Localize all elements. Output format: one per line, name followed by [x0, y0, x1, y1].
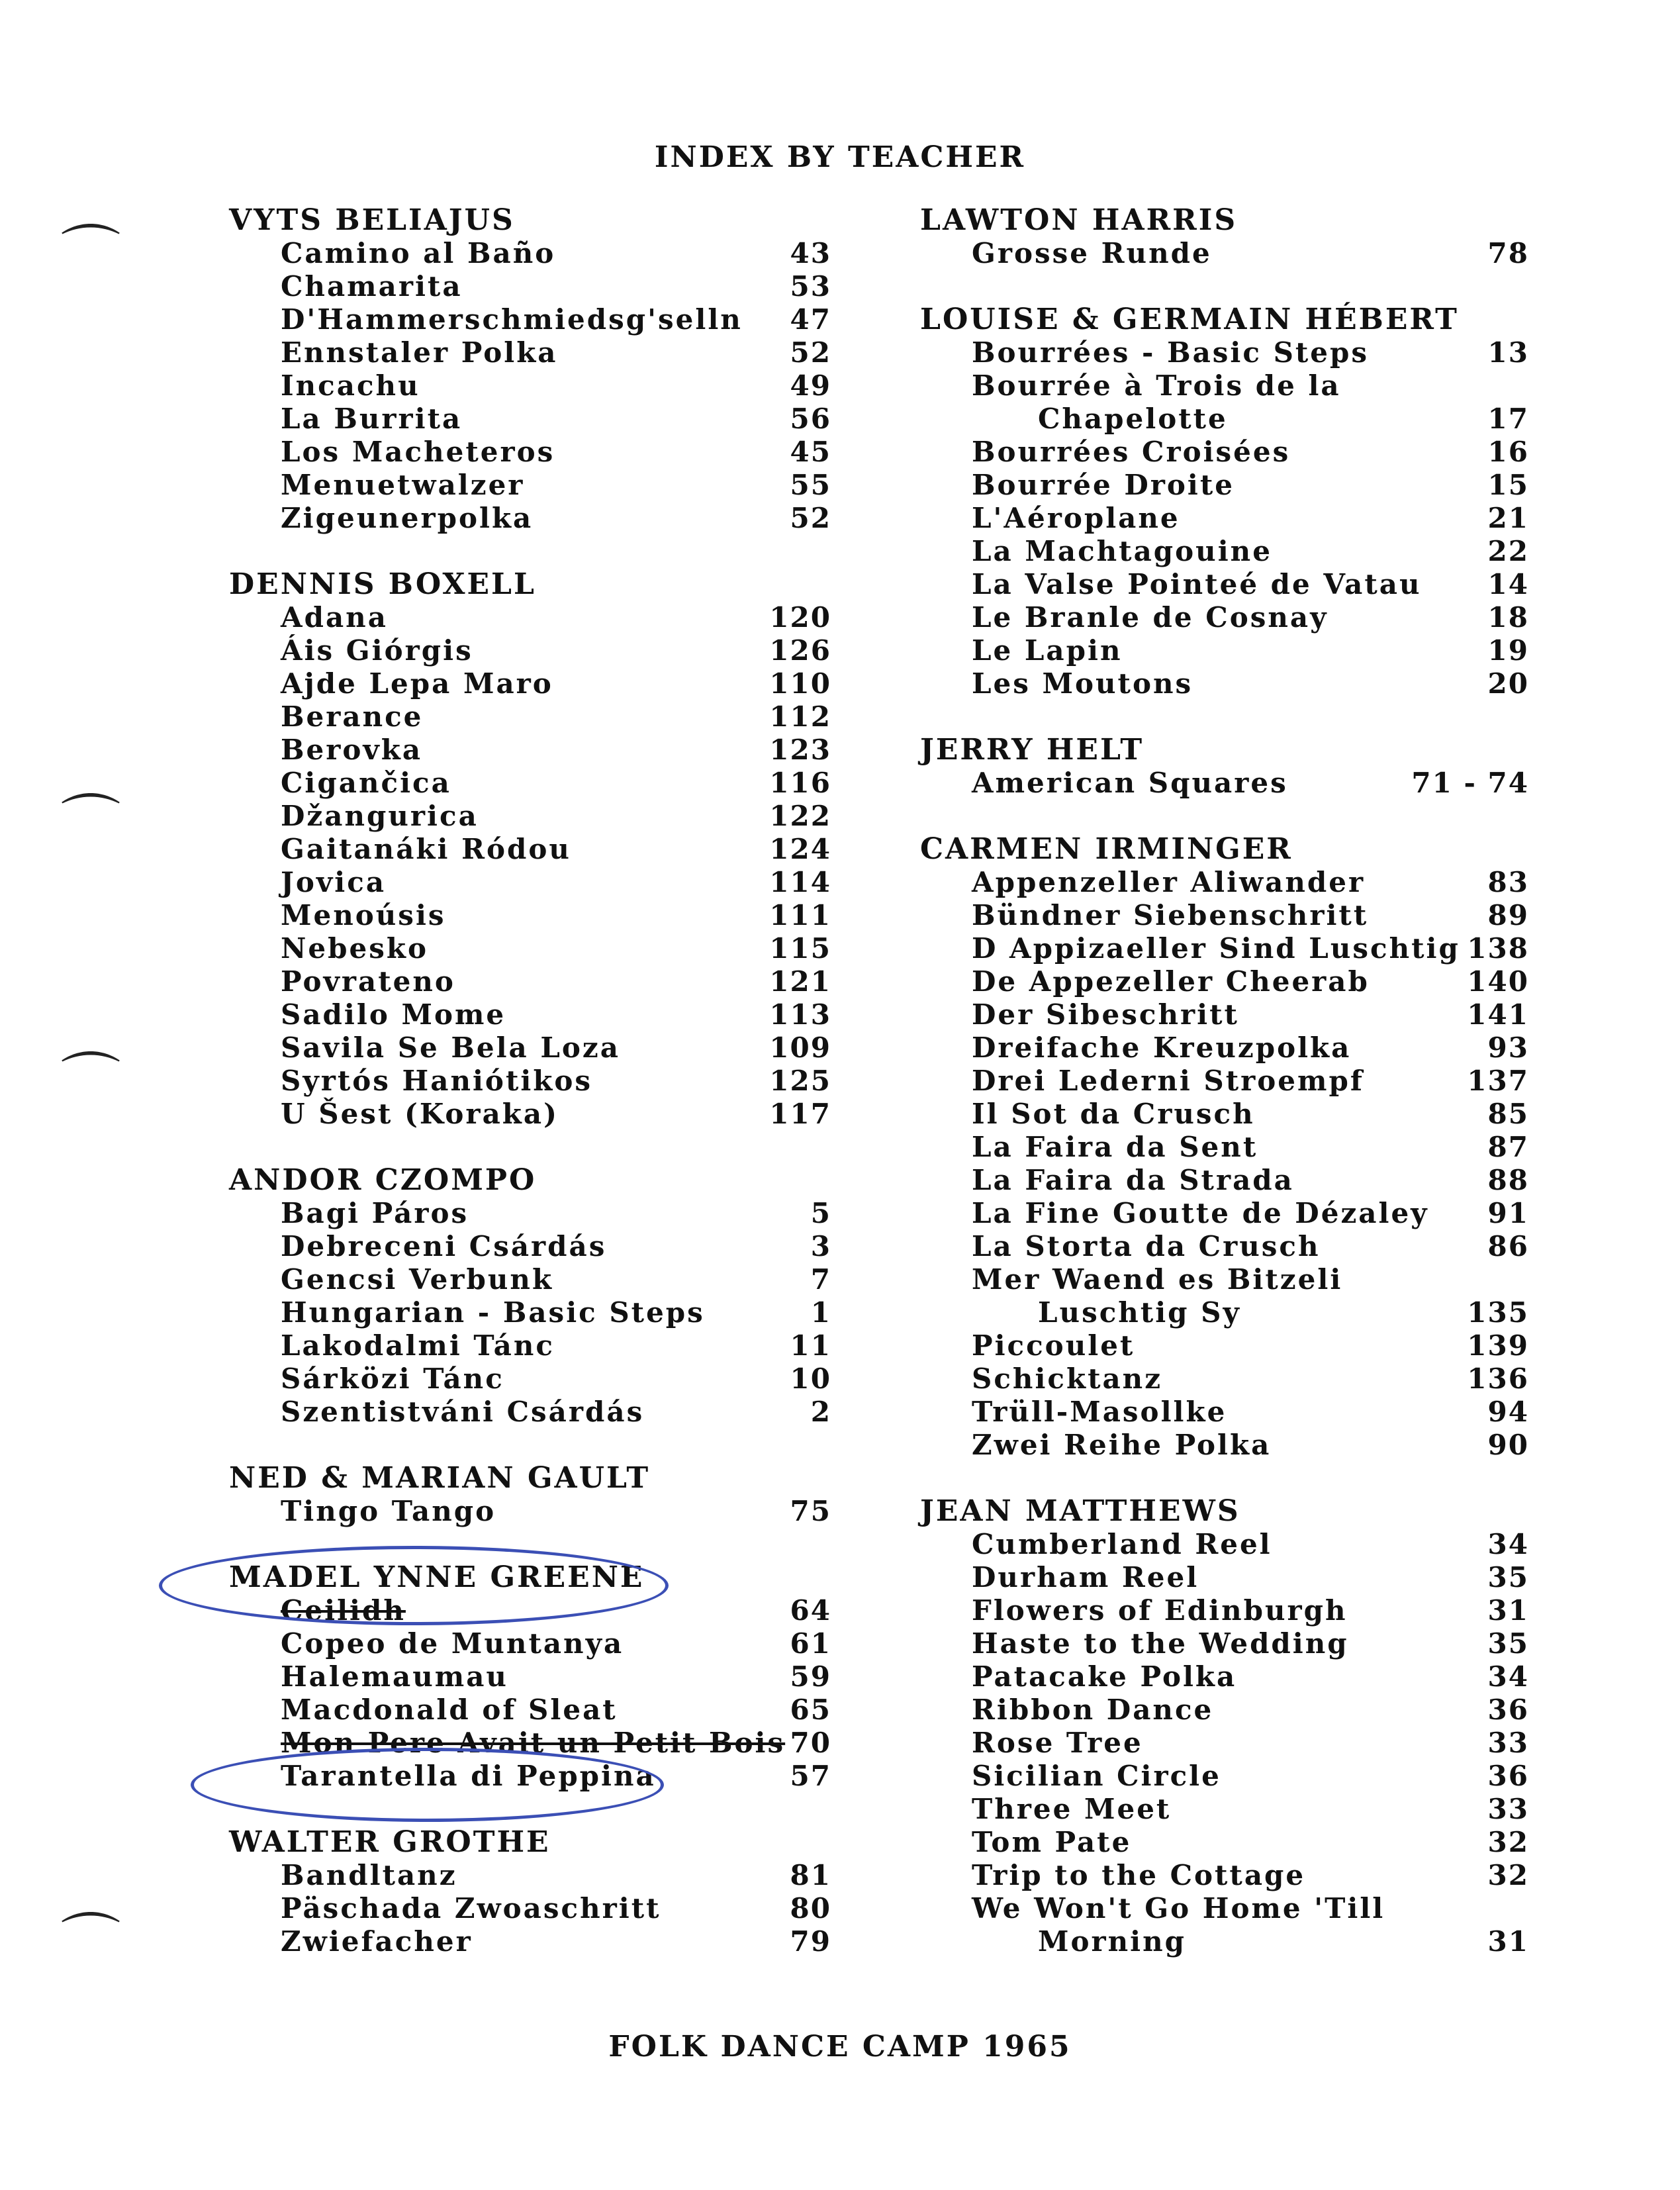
page-number: 16 — [1487, 436, 1529, 468]
page-number: 7 — [810, 1263, 831, 1296]
dance-title: Macdonald of Sleat — [281, 1693, 618, 1726]
dance-title: Povrateno — [281, 965, 455, 998]
dance-entry — [920, 1660, 1529, 1693]
dance-entry — [229, 866, 831, 899]
dance-title: Ceilidh — [281, 1594, 406, 1627]
page-number: 122 — [769, 800, 831, 832]
dance-title-continued: Chapelotte — [1038, 403, 1228, 435]
dance-title: Syrtós Haniótikos — [281, 1065, 593, 1097]
dance-entry — [229, 1396, 831, 1429]
dance-title: Menuetwalzer — [281, 469, 525, 501]
dance-entry — [229, 403, 831, 436]
teacher-section — [229, 204, 831, 535]
binder-hole-mark-icon: ⌒ — [61, 1907, 120, 1977]
page-number: 52 — [790, 336, 831, 369]
dance-entry — [229, 1627, 831, 1660]
page-number: 110 — [769, 667, 831, 700]
dance-entry — [229, 1495, 831, 1528]
page-number: 65 — [790, 1693, 831, 1726]
page-number: 35 — [1487, 1561, 1529, 1594]
teacher-section — [920, 833, 1529, 1462]
dance-title: Tarantella di Peppina — [281, 1760, 656, 1792]
page-number: 18 — [1487, 601, 1529, 634]
page-number: 55 — [790, 469, 831, 501]
page-number: 34 — [1487, 1528, 1529, 1560]
dance-entry — [229, 1892, 831, 1925]
page-number: 87 — [1487, 1131, 1529, 1163]
page-number: 13 — [1487, 336, 1529, 369]
dance-title: Ajde Lepa Maro — [281, 667, 553, 700]
dance-entry — [229, 1263, 831, 1296]
dance-entry — [229, 601, 831, 634]
page-number: 53 — [790, 270, 831, 303]
dance-title: Dreifache Kreuzpolka — [972, 1031, 1352, 1064]
binder-hole-mark-icon: ⌒ — [61, 1047, 120, 1116]
dance-entry — [920, 1429, 1529, 1462]
dance-entry — [920, 237, 1529, 270]
dance-title: Der Sibeschritt — [972, 998, 1239, 1031]
dance-entry — [229, 336, 831, 369]
dance-entry — [229, 965, 831, 998]
dance-title: Camino al Baño — [281, 237, 556, 269]
dance-title: Berovka — [281, 734, 423, 766]
page-number: 21 — [1487, 502, 1529, 534]
dance-title: Menoúsis — [281, 899, 446, 931]
dance-title: La Burrita — [281, 403, 463, 435]
dance-title: Haste to the Wedding — [972, 1627, 1349, 1660]
dance-entry — [920, 1693, 1529, 1727]
dance-entry — [920, 899, 1529, 932]
page-number: 139 — [1467, 1329, 1529, 1362]
dance-entry — [229, 998, 831, 1031]
dance-entry — [229, 1230, 831, 1263]
teacher-name: DENNIS BOXELL — [229, 567, 536, 601]
annotation-circle-tarantella — [191, 1748, 664, 1822]
teacher-name: ANDOR CZOMPO — [229, 1163, 537, 1197]
page-number: 61 — [790, 1627, 831, 1660]
dance-title: Zigeunerpolka — [281, 502, 534, 534]
page-number: 15 — [1487, 469, 1529, 501]
dance-title: Il Sot da Crusch — [972, 1098, 1255, 1130]
dance-entry — [920, 601, 1529, 634]
dance-title-continued: Morning — [1038, 1925, 1187, 1958]
dance-title: Three Meet — [972, 1793, 1172, 1825]
page-number: 83 — [1487, 866, 1529, 898]
dance-title: Rose Tree — [972, 1727, 1143, 1759]
dance-entry — [920, 1131, 1529, 1164]
page-number: 36 — [1487, 1693, 1529, 1726]
dance-entry — [229, 1362, 831, 1396]
dance-title: Piccoulet — [972, 1329, 1135, 1362]
dance-entry — [920, 1859, 1529, 1892]
dance-title: Ribbon Dance — [972, 1693, 1214, 1726]
dance-title: Cigančica — [281, 767, 451, 799]
dance-entry — [920, 1329, 1529, 1362]
page-number: 120 — [769, 601, 831, 634]
annotation-circle-greene — [159, 1546, 669, 1625]
page-number: 79 — [790, 1925, 831, 1958]
page-number: 109 — [769, 1031, 831, 1064]
page-number: 85 — [1487, 1098, 1529, 1130]
dance-entry — [920, 1727, 1529, 1760]
dance-entry — [920, 1362, 1529, 1396]
page-number: 80 — [790, 1892, 831, 1925]
dance-entry — [920, 1793, 1529, 1826]
binder-hole-mark-icon: ⌒ — [61, 788, 120, 858]
left-column — [229, 204, 831, 1991]
page-number: 91 — [1487, 1197, 1529, 1229]
dance-entry — [920, 1627, 1529, 1660]
dance-entry — [920, 1065, 1529, 1098]
page-number: 57 — [790, 1760, 831, 1792]
dance-title: Sicilian Circle — [972, 1760, 1221, 1792]
dance-title: Bagi Páros — [281, 1197, 469, 1229]
dance-title: U Šest (Koraka) — [281, 1098, 559, 1130]
page-number: 71 - 74 — [1411, 767, 1529, 799]
teacher-section — [920, 204, 1529, 270]
page-number: 49 — [790, 369, 831, 402]
dance-title: D'Hammerschmiedsg'selln — [281, 303, 743, 336]
page-number: 90 — [1487, 1429, 1529, 1461]
page-number: 116 — [769, 767, 831, 799]
dance-title: Bündner Siebenschritt — [972, 899, 1369, 931]
teacher-section — [229, 1462, 831, 1528]
page-number: 88 — [1487, 1164, 1529, 1196]
dance-entry — [229, 667, 831, 700]
page-number: 136 — [1467, 1362, 1529, 1395]
dance-entry — [229, 1925, 831, 1958]
dance-entry — [920, 998, 1529, 1031]
dance-title: Flowers of Edinburgh — [972, 1594, 1348, 1627]
dance-entry — [229, 932, 831, 965]
page-number: 113 — [769, 998, 831, 1031]
dance-title: La Faira da Strada — [972, 1164, 1294, 1196]
dance-entry — [229, 899, 831, 932]
dance-title: Halemaumau — [281, 1660, 508, 1693]
dance-entry — [920, 1230, 1529, 1263]
dance-title: Bandltanz — [281, 1859, 457, 1891]
page-number: 137 — [1467, 1065, 1529, 1097]
dance-title: Zwiefacher — [281, 1925, 473, 1958]
page-number: 94 — [1487, 1396, 1529, 1428]
page-number: 121 — [769, 965, 831, 998]
dance-entry — [920, 767, 1529, 800]
dance-entry — [229, 1693, 831, 1727]
dance-title: Sárközi Tánc — [281, 1362, 504, 1395]
page-number: 124 — [769, 833, 831, 865]
dance-entry — [229, 502, 831, 535]
dance-title: Szentistváni Csárdás — [281, 1396, 645, 1428]
page-number: 11 — [790, 1329, 831, 1362]
page-number: 56 — [790, 403, 831, 435]
dance-title: Gencsi Verbunk — [281, 1263, 554, 1296]
dance-title: De Appezeller Cheerab — [972, 965, 1370, 998]
dance-entry — [229, 469, 831, 502]
dance-entry — [920, 1826, 1529, 1859]
teacher-name: JERRY HELT — [920, 733, 1144, 767]
dance-title: Jovica — [281, 866, 387, 898]
page-number: 138 — [1467, 932, 1529, 965]
dance-title: Nebesko — [281, 932, 428, 965]
dance-entry — [229, 369, 831, 403]
dance-title: Hungarian - Basic Steps — [281, 1296, 705, 1329]
dance-title: La Machtagouine — [972, 535, 1272, 567]
dance-title: La Storta da Crusch — [972, 1230, 1321, 1262]
dance-entry — [229, 237, 831, 270]
dance-title: Gaitanáki Ródou — [281, 833, 571, 865]
right-column — [920, 204, 1529, 1991]
dance-title: Trip to the Cottage — [972, 1859, 1306, 1891]
dance-entry — [920, 1528, 1529, 1561]
dance-entry — [920, 1263, 1529, 1329]
teacher-name: LOUISE & GERMAIN HÉBERT — [920, 303, 1459, 336]
dance-entry — [920, 1760, 1529, 1793]
page-number: 64 — [790, 1594, 831, 1627]
dance-entry — [920, 436, 1529, 469]
dance-title: Adana — [281, 601, 388, 634]
dance-title: La Fine Goutte de Dézaley — [972, 1197, 1429, 1229]
dance-title: Trüll-Masollke — [972, 1396, 1227, 1428]
dance-title: Berance — [281, 700, 424, 733]
dance-title: American Squares — [972, 767, 1288, 799]
page-number: 20 — [1487, 667, 1529, 700]
dance-title: Debreceni Csárdás — [281, 1230, 607, 1262]
teacher-section — [920, 1495, 1529, 1958]
dance-entry — [920, 866, 1529, 899]
binder-hole-mark-icon: ⌒ — [61, 219, 120, 289]
page-number: 52 — [790, 502, 831, 534]
page-number: 31 — [1487, 1594, 1529, 1627]
page-number: 125 — [769, 1065, 831, 1097]
page-number: 35 — [1487, 1627, 1529, 1660]
dance-entry — [229, 767, 831, 800]
dance-title: Drei Lederni Stroempf — [972, 1065, 1364, 1097]
dance-entry — [920, 1892, 1529, 1958]
dance-title: La Faira da Sent — [972, 1131, 1258, 1163]
dance-title: Mer Waend es Bitzeli — [972, 1263, 1343, 1296]
dance-entry — [229, 303, 831, 336]
dance-entry — [229, 833, 831, 866]
page-number: 78 — [1487, 237, 1529, 269]
teacher-name: VYTS BELIAJUS — [229, 203, 515, 237]
teacher-section — [229, 568, 831, 1131]
dance-entry — [920, 1396, 1529, 1429]
page-number: 112 — [769, 700, 831, 733]
dance-entry — [229, 800, 831, 833]
page-number: 47 — [790, 303, 831, 336]
dance-title: Le Branle de Cosnay — [972, 601, 1329, 634]
page-number: 117 — [769, 1098, 831, 1130]
page-number: 32 — [1487, 1826, 1529, 1858]
dance-title: Bourrées - Basic Steps — [972, 336, 1370, 369]
dance-title: Copeo de Muntanya — [281, 1627, 624, 1660]
teacher-section — [920, 734, 1529, 800]
dance-entry — [920, 932, 1529, 965]
dance-title: La Valse Pointeé de Vatau — [972, 568, 1422, 600]
page-number: 75 — [790, 1495, 831, 1527]
dance-title: D Appizaeller Sind Luschtig — [972, 932, 1460, 965]
teacher-name: NED & MARIAN GAULT — [229, 1461, 651, 1495]
page-number: 59 — [790, 1660, 831, 1693]
dance-title: We Won't Go Home 'Till — [972, 1892, 1385, 1925]
dance-title: Schicktanz — [972, 1362, 1163, 1395]
dance-entry — [920, 667, 1529, 700]
dance-entry — [920, 1561, 1529, 1594]
dance-entry — [920, 1098, 1529, 1131]
page-number: 86 — [1487, 1230, 1529, 1262]
page-number: 36 — [1487, 1760, 1529, 1792]
dance-entry — [920, 568, 1529, 601]
page-number: 14 — [1487, 568, 1529, 600]
dance-entry — [229, 270, 831, 303]
page-number: 17 — [1487, 403, 1529, 435]
dance-title: Incachu — [281, 369, 420, 402]
page-number: 45 — [790, 436, 831, 468]
dance-entry — [920, 634, 1529, 667]
dance-title: Áis Giórgis — [281, 634, 473, 667]
page-number: 2 — [810, 1396, 831, 1428]
page-number: 10 — [790, 1362, 831, 1395]
page-number: 32 — [1487, 1859, 1529, 1891]
page-number: 3 — [810, 1230, 831, 1262]
dance-entry — [229, 1197, 831, 1230]
teacher-name: JEAN MATTHEWS — [920, 1494, 1240, 1528]
dance-title: Los Macheteros — [281, 436, 555, 468]
dance-entry — [229, 1296, 831, 1329]
page-number: 33 — [1487, 1727, 1529, 1759]
teacher-section — [229, 1826, 831, 1958]
page-number: 126 — [769, 634, 831, 667]
page-number: 1 — [810, 1296, 831, 1329]
dance-entry — [229, 634, 831, 667]
page-number: 135 — [1467, 1296, 1529, 1329]
dance-title: Ennstaler Polka — [281, 336, 558, 369]
dance-entry — [920, 965, 1529, 998]
dance-entry — [229, 1031, 831, 1065]
dance-entry — [229, 1065, 831, 1098]
page-number: 31 — [1487, 1925, 1529, 1958]
dance-title: Tom Pate — [972, 1826, 1132, 1858]
page-number: 34 — [1487, 1660, 1529, 1693]
dance-entry — [920, 369, 1529, 436]
page-number: 114 — [769, 866, 831, 898]
teacher-name: MADEL YNNE GREENE — [229, 1560, 645, 1594]
page-footer: FOLK DANCE CAMP 1965 — [608, 2030, 1072, 2064]
dance-title: Le Lapin — [972, 634, 1123, 667]
dance-title: Durham Reel — [972, 1561, 1199, 1594]
dance-title: Grosse Runde — [972, 237, 1212, 269]
dance-title: Les Moutons — [972, 667, 1193, 700]
dance-entry — [229, 1660, 831, 1693]
dance-title: Chamarita — [281, 270, 463, 303]
dance-entry — [229, 700, 831, 734]
dance-title: L'Aéroplane — [972, 502, 1180, 534]
dance-title: Appenzeller Aliwander — [972, 866, 1366, 898]
page-number: 81 — [790, 1859, 831, 1891]
page-number: 19 — [1487, 634, 1529, 667]
page-number: 111 — [769, 899, 831, 931]
dance-title-continued: Luschtig Sy — [1038, 1296, 1241, 1329]
dance-entry — [920, 535, 1529, 568]
dance-entry — [920, 1594, 1529, 1627]
dance-title: Džangurica — [281, 800, 479, 832]
dance-title: Sadilo Mome — [281, 998, 506, 1031]
teacher-name: WALTER GROTHE — [229, 1825, 551, 1859]
dance-title: Mon Pere Avait un Petit Bois — [281, 1727, 786, 1759]
dance-title: Zwei Reihe Polka — [972, 1429, 1272, 1461]
dance-title: Päschada Zwoaschritt — [281, 1892, 661, 1925]
dance-entry — [920, 469, 1529, 502]
page-number: 5 — [810, 1197, 831, 1229]
dance-title: Bourrées Croisées — [972, 436, 1291, 468]
dance-title: Tingo Tango — [281, 1495, 496, 1527]
dance-entry — [920, 1197, 1529, 1230]
dance-entry — [229, 734, 831, 767]
dance-entry — [229, 1098, 831, 1131]
page-number: 140 — [1467, 965, 1529, 998]
page-number: 93 — [1487, 1031, 1529, 1064]
teacher-name: CARMEN IRMINGER — [920, 832, 1293, 866]
dance-entry — [920, 502, 1529, 535]
dance-title: Lakodalmi Tánc — [281, 1329, 555, 1362]
teacher-section — [229, 1164, 831, 1429]
dance-entry — [920, 336, 1529, 369]
dance-entry — [229, 1329, 831, 1362]
page-number: 89 — [1487, 899, 1529, 931]
dance-entry — [229, 1859, 831, 1892]
dance-entry — [920, 1164, 1529, 1197]
page-number: 70 — [790, 1727, 831, 1759]
teacher-name: LAWTON HARRIS — [920, 203, 1238, 237]
page-number: 22 — [1487, 535, 1529, 567]
page-number: 123 — [769, 734, 831, 766]
dance-title: Savila Se Bela Loza — [281, 1031, 620, 1064]
page-number: 43 — [790, 237, 831, 269]
dance-title: Cumberland Reel — [972, 1528, 1272, 1560]
page-number: 115 — [769, 932, 831, 965]
dance-title: Patacake Polka — [972, 1660, 1237, 1693]
page-number: 33 — [1487, 1793, 1529, 1825]
dance-title: Bourrée à Trois de la — [972, 369, 1341, 402]
page-title: INDEX BY TEACHER — [654, 140, 1026, 174]
dance-entry — [229, 436, 831, 469]
page-number: 141 — [1467, 998, 1529, 1031]
teacher-section — [920, 303, 1529, 700]
dance-entry — [920, 1031, 1529, 1065]
dance-title: Bourrée Droite — [972, 469, 1235, 501]
